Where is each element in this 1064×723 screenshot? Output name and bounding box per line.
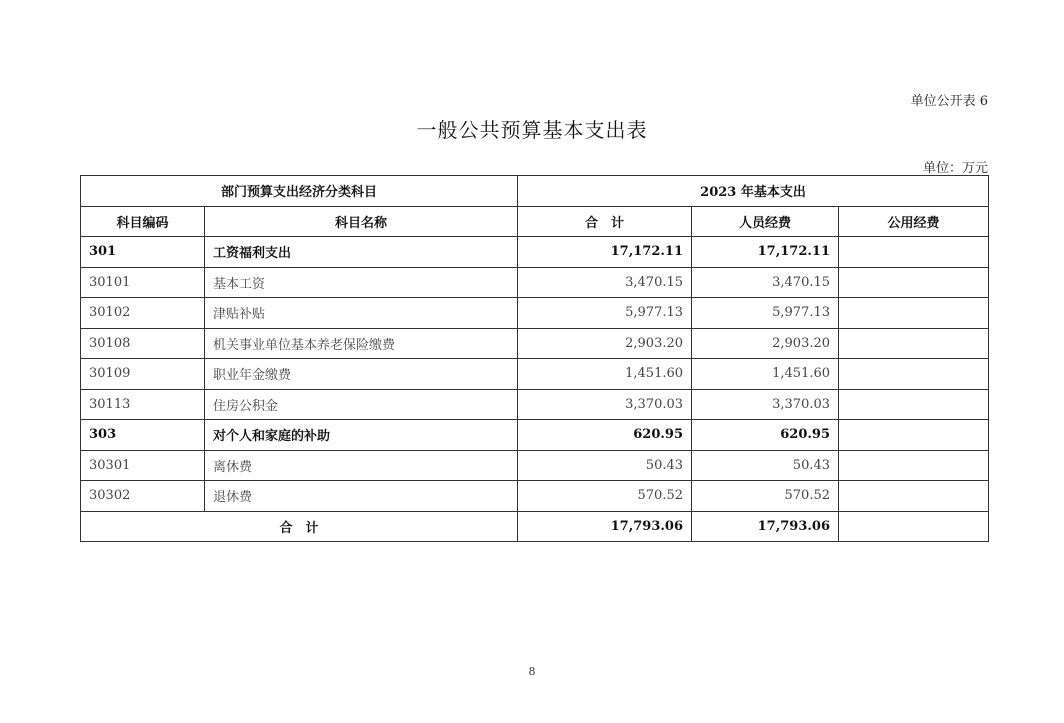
cell-code: 301	[81, 237, 205, 268]
cell-name: 对个人和家庭的补助	[205, 420, 518, 451]
cell-total: 5,977.13	[518, 298, 692, 329]
cell-personnel: 570.52	[692, 481, 839, 512]
cell-personnel: 17,172.11	[692, 237, 839, 268]
cell-code: 30113	[81, 389, 205, 420]
cell-name: 津贴补贴	[205, 298, 518, 329]
cell-total: 570.52	[518, 481, 692, 512]
table-number-label: 单位公开表 6	[910, 94, 988, 109]
column-header-total: 合 计	[518, 206, 692, 237]
table-row	[81, 237, 989, 268]
cell-public	[839, 267, 989, 298]
cell-total: 3,370.03	[518, 389, 692, 420]
unit-label: 单位：万元	[922, 161, 988, 176]
cell-total: 50.43	[518, 450, 692, 481]
table-row	[81, 267, 989, 298]
cell-total: 1,451.60	[518, 359, 692, 390]
cell-personnel: 50.43	[692, 450, 839, 481]
cell-code: 30109	[81, 359, 205, 390]
cell-public	[839, 450, 989, 481]
group-header-basic-expenditure: 2023 年基本支出	[518, 176, 989, 207]
cell-code: 30301	[81, 450, 205, 481]
table-row	[81, 481, 989, 512]
cell-personnel: 3,470.15	[692, 267, 839, 298]
table-row	[81, 328, 989, 359]
cell-total: 3,470.15	[518, 267, 692, 298]
group-header-row	[81, 176, 989, 207]
cell-public	[839, 298, 989, 329]
cell-public	[839, 359, 989, 390]
document-title: 一般公共预算基本支出表	[416, 118, 648, 142]
cell-code: 303	[81, 420, 205, 451]
cell-public	[839, 420, 989, 451]
total-row	[81, 511, 989, 542]
cell-public	[839, 481, 989, 512]
group-header-classification: 部门预算支出经济分类科目	[81, 176, 518, 207]
total-personnel: 17,793.06	[692, 511, 839, 542]
cell-public	[839, 237, 989, 268]
page-number: 8	[528, 665, 536, 678]
cell-personnel: 5,977.13	[692, 298, 839, 329]
total-public	[839, 511, 989, 542]
cell-personnel: 2,903.20	[692, 328, 839, 359]
cell-name: 机关事业单位基本养老保险缴费	[205, 328, 518, 359]
cell-public	[839, 389, 989, 420]
column-header-public: 公用经费	[839, 206, 989, 237]
total-amount: 17,793.06	[518, 511, 692, 542]
cell-public	[839, 328, 989, 359]
cell-total: 620.95	[518, 420, 692, 451]
cell-code: 30108	[81, 328, 205, 359]
cell-personnel: 620.95	[692, 420, 839, 451]
total-label: 合 计	[81, 511, 518, 542]
cell-code: 30302	[81, 481, 205, 512]
table-row	[81, 389, 989, 420]
cell-personnel: 1,451.60	[692, 359, 839, 390]
column-header-row	[81, 206, 989, 237]
cell-name: 离休费	[205, 450, 518, 481]
cell-code: 30102	[81, 298, 205, 329]
table-row	[81, 298, 989, 329]
budget-table	[80, 175, 989, 542]
cell-name: 基本工资	[205, 267, 518, 298]
cell-name: 工资福利支出	[205, 237, 518, 268]
column-header-name: 科目名称	[205, 206, 518, 237]
cell-name: 退休费	[205, 481, 518, 512]
table-row	[81, 420, 989, 451]
column-header-code: 科目编码	[81, 206, 205, 237]
table-row	[81, 359, 989, 390]
column-header-personnel: 人员经费	[692, 206, 839, 237]
cell-name: 职业年金缴费	[205, 359, 518, 390]
cell-name: 住房公积金	[205, 389, 518, 420]
table-row	[81, 450, 989, 481]
cell-total: 17,172.11	[518, 237, 692, 268]
cell-code: 30101	[81, 267, 205, 298]
table-body	[81, 237, 989, 512]
cell-total: 2,903.20	[518, 328, 692, 359]
cell-personnel: 3,370.03	[692, 389, 839, 420]
